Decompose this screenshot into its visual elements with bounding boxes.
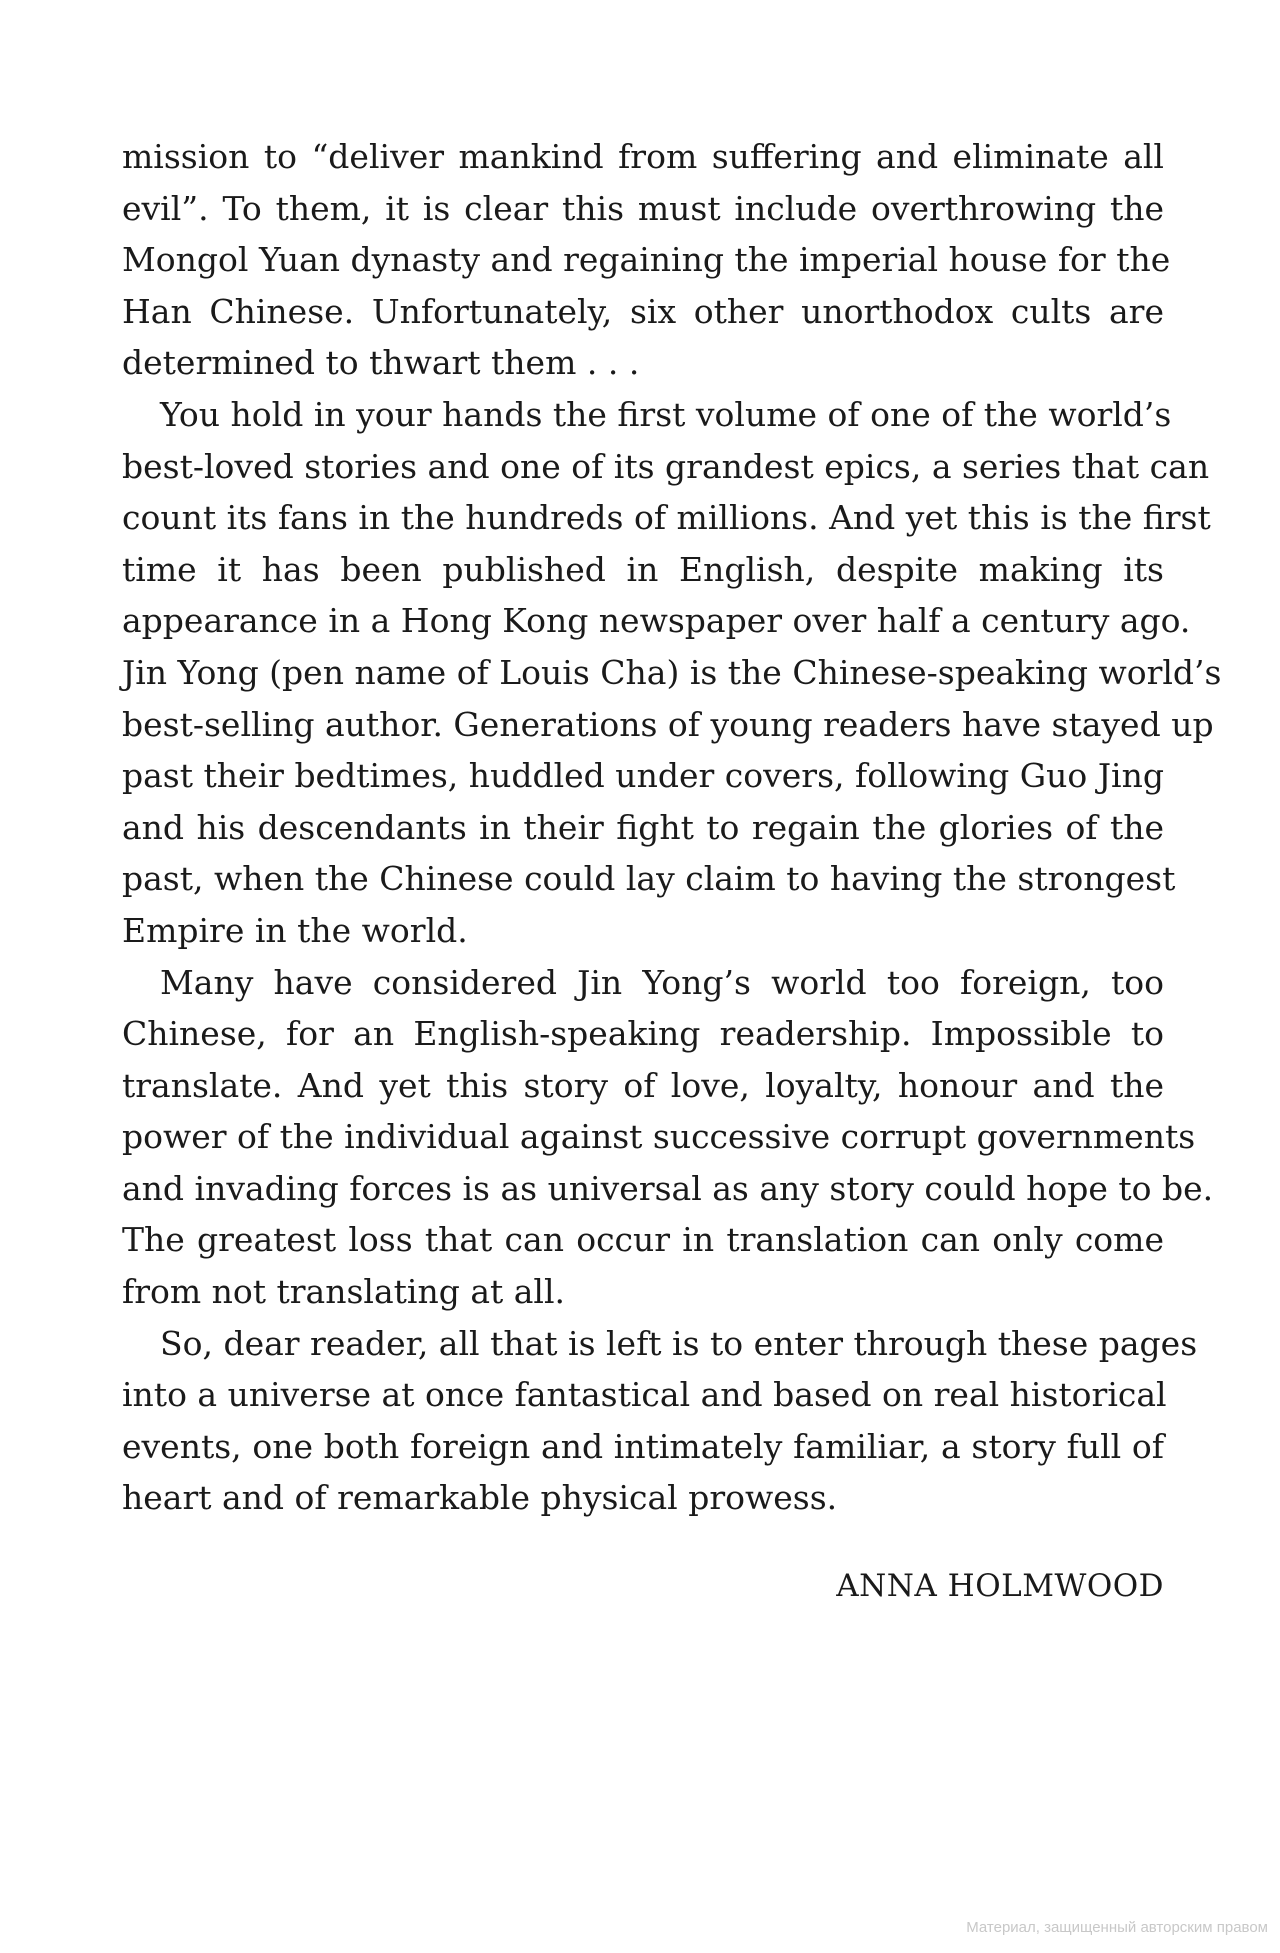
paragraph: [122, 957, 1214, 1318]
text-line: from not translating at all.: [122, 1272, 566, 1312]
text-line: Empire in the world.: [122, 910, 468, 950]
text-line: The greatest loss that can occur in translation can only come: [122, 1220, 1164, 1260]
text-line: Jin Yong (pen name of Louis Cha) is the Chinese-speaking world’s: [122, 652, 1222, 692]
text-line: evil”. To them, it is clear this must include overthrowing the: [122, 188, 1164, 228]
text-line: You hold in your hands the first volume of one of the world’s: [160, 394, 1172, 434]
copyright-watermark: Материал, защищенный авторским правом: [966, 1919, 1268, 1936]
text-line: count its fans in the hundreds of millions. And yet this is the first: [122, 498, 1211, 538]
text-line: Chinese, for an English-speaking readership. Impossible to: [122, 1014, 1164, 1054]
text-line: best-loved stories and one of its grandest epics, a series that can: [122, 446, 1210, 486]
text-line: translate. And yet this story of love, loyalty, honour and the: [122, 1065, 1164, 1105]
text-line: time it has been published in English, despite making its: [122, 549, 1164, 589]
text-line: determined to thwart them . . .: [122, 343, 640, 383]
text-line: Han Chinese. Unfortunately, six other unorthodox cults are: [122, 291, 1164, 331]
text-line: So, dear reader, all that is left is to enter through these pages: [160, 1323, 1198, 1363]
text-line: Mongol Yuan dynasty and regaining the imperial house for the: [122, 240, 1171, 280]
paragraph: [122, 131, 1171, 389]
text-line: past their bedtimes, huddled under covers, following Guo Jing: [122, 756, 1164, 796]
author-signature: ANNA HOLMWOOD: [836, 1568, 1164, 1604]
text-line: best-selling author. Generations of young readers have stayed up: [122, 704, 1214, 744]
text-line: mission to “deliver mankind from suffering and eliminate all: [122, 137, 1164, 176]
body-text: [122, 131, 1222, 1524]
paragraph: [122, 1318, 1198, 1524]
text-line: past, when the Chinese could lay claim to having the strongest: [122, 859, 1176, 899]
text-line: into a universe at once fantastical and based on real historical: [122, 1375, 1167, 1415]
text-line: and invading forces is as universal as any story could hope to be.: [122, 1168, 1214, 1208]
text-line: and his descendants in their fight to regain the glories of the: [122, 807, 1164, 847]
text-line: Many have considered Jin Yong’s world too foreign, too: [160, 962, 1164, 1002]
text-line: heart and of remarkable physical prowess.: [122, 1478, 838, 1518]
text-line: events, one both foreign and intimately familiar, a story full of: [122, 1426, 1164, 1466]
text-line: appearance in a Hong Kong newspaper over half a century ago.: [122, 601, 1191, 641]
paragraph: [122, 389, 1222, 957]
text-line: power of the individual against successive corrupt governments: [122, 1117, 1196, 1157]
